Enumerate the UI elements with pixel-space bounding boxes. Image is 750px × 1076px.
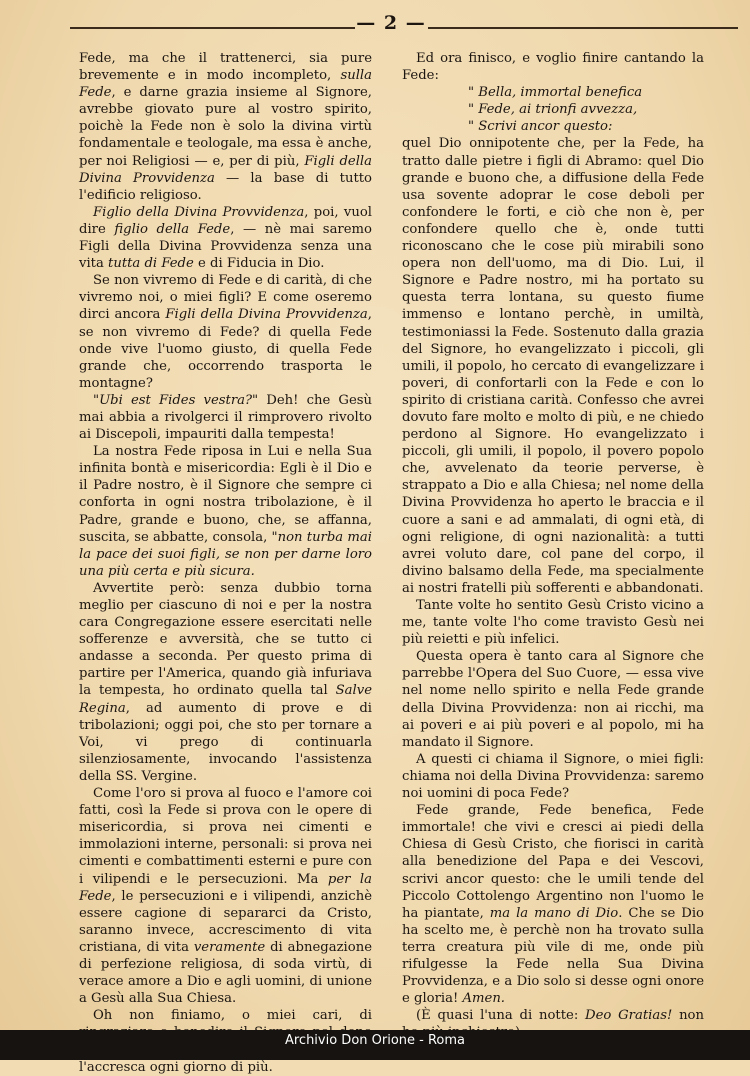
paragraph [402,135,704,597]
verse-line [402,101,704,118]
text-run: , ad aumento di prove e di tribolazioni; oggi poi, che sto per tornare a Voi, vi prego di continuarla silenziosamente, invocando l'assistenza della SS. Vergine. [79,700,372,784]
text-run: quel Dio onnipotente che, per la Fede, ha tratto dalle pietre i figli di Abramo: quel Dio grande e buono che, a diffusione della Fede usa sovente adoprar le cose deboli per confondere le forti, e ciò che non è, per confondere quello che è, onde tutti riconoscano che le cose più mirabili sono opera non dell'uomo, ma di Dio. Lui, il Signore e Padre nostro, mi ha portato su questa terra lontana, su questo fiume immenso e lontano perchè, in umiltà, testimoniassi la Fede. Sostenuto dalla grazia del Signore, ho evangelizzato i piccoli, gli umili, il popolo, ho cercato di evangelizzare i poveri, di confortarli con la Fede e con lo spirito di cristiana carità. Confesso che avrei dovuto fare molto e molto di più, e ne chiedo perdono al Signore. Ho evangelizzato i piccoli, gli umili, il popolo, il povero popolo che, avvelenato da teorie perverse, è strappato a Dio e alla Chiesa; nel nome della Divina Provvidenza ho aperto le braccia e il cuore a sani e ad ammalati, di ogni età, di ogni religione, di ogni nazionalità: a tutti avrei voluto dare, col pane del corpo, il divino balsamo della Fede, ma specialmente ai nostri fratelli più sofferenti e abbandonati. [402,136,704,596]
paragraph [402,802,704,1007]
paragraph [79,50,372,204]
text-column-left [79,50,372,1076]
paragraph [402,648,704,751]
text-run: Fede, ma che il trattenerci, sia pure brevemente e in modo incompleto, [79,51,372,84]
archive-footer: Archivio Don Orione - Roma [284,1033,466,1048]
text-column-right [402,50,704,1041]
text-run: Se non vivremo di Fede e di carità, di che vivremo noi, o miei figli? E come oseremo dirci ancora [79,273,372,323]
text-run: Come l'oro si prova al fuoco e l'amore coi fatti, così la Fede si prova con le opere di misericordia, si prova nei cimenti e immolazioni interne, personali: si prova nei cimenti e combattimenti esterni e pure con i vilipendi e le persecuzioni. Ma [79,786,372,887]
italic-text: Salve Regina [79,683,372,716]
paragraph [79,392,372,443]
text-run: Tante volte ho sentito Gesù Cristo vicino a me, tante volte l'ho come travisto Gesù nei più reietti e più infelici. [402,598,704,648]
text-run: (È quasi l'una di notte: [416,1008,586,1024]
italic-text: sulla Fede [79,68,372,101]
italic-text: ma la mano di Dio [489,905,619,921]
text-run: , le persecuzioni e i vilipendi, anzichè essere cagione di separarci da Cristo, saranno invece, accrescimento di vita cristiana, di vita [79,888,372,955]
text-run: " Fede, ai trionfi avvezza, [468,102,638,118]
text-run: Questa opera è tanto cara al Signore che parrebbe l'Opera del Suo Cuore, — essa vive nel nome nello spirito e nella Fede grande della Divina Provvidenza: non ai ricchi, ma ai poveri e ai più poveri e al popolo, mi ha mandato il Signore. [402,649,704,750]
paragraph [79,443,372,580]
text-run: , poi, vuol dire [79,204,372,237]
italic-text: figlio della Fede [114,221,231,237]
italic-text: "non turba mai la pace dei suoi figli, se non per darne loro una più certa e più sicura. [79,529,372,579]
italic-text: tutta di Fede [108,256,194,272]
paragraph [79,785,372,1007]
italic-text: Figli della Divina Provvidenza [79,153,372,186]
text-run: Oh non finiamo, o miei cari, di l'accresca ogni giorno di più. [79,1008,372,1075]
text-run: , e darne grazia insieme al Signore, avrebbe giovato pure al vostro spirito, poichè la Fede non è solo la divina virtù fondamentale e teologale, ma essa è anche, per noi Religiosi — e, per di più, [79,85,372,169]
text-run: La nostra Fede riposa in Lui e nella Sua infinita bontà e misericordia: Egli è il Dio e il Padre nostro, è il Signore che sempre ci conforta in ogni nostra tribolazione, è il Padre, grande e buono, che, se affanna, suscita, se abbatte, consola, [79,444,372,545]
italic-text: Amen. [462,991,506,1007]
text-run: di abnegazione di perfezione religiosa, di soda virtù, di verace amore a Dio e agli uomini, di unione a Gesù alla Sua Chiesa. [79,939,372,1007]
verse-line [402,84,704,101]
italic-text: Deo Gratias! [585,1008,673,1024]
italic-text: "Ubi est Fides vestra?" [93,392,259,408]
text-run: Deh! che Gesù mai abbia a rivolgerci il rimprovero rivolto ai Discepoli, impauriti dalla tempesta! [79,392,373,443]
text-run: Fede grande, Fede benefica, Fede immortale! che vivi e cresci ai piedi della Chiesa di Gesù Cristo, che fiorisci in carità alla benedizione del Papa e dei Vescovi, scrivi ancor questo: che le umili tende del Piccolo Cottolengo Argentino non l'uomo le ha piantate, [402,803,704,921]
italic-text: per la Fede [79,871,372,904]
text-run: " Scrivi ancor questo: [468,119,613,135]
text-run: Avvertite però: senza dubbio torna meglio per ciascuno di noi e per la nostra cara Congregazione essere esercitati nelle sofferenze e avversità, che se tutto ci andasse a seconda. Per questo prima di partire per l'America, quando già infuriava la tempesta, ho ordinato quella tal [79,580,372,699]
header-rule-right [428,27,738,29]
italic-text: Figlio della Divina Provvidenza [93,204,305,220]
text-run: " Bella, immortal benefica [468,85,643,101]
text-run: non [679,1008,704,1024]
text-run: , se non vivremo di Fede? di quella Fede onde vive l'uomo giusto, di quella Fede grande che, occorrendo trasporta le montagne? [79,307,372,391]
paragraph [402,751,704,802]
text-run: A questi ci chiama il Signore, o miei figli: chiama noi della Divina Provvidenza: saremo noi uomini di poca Fede? [402,751,704,802]
paragraph [402,50,704,84]
paragraph [79,204,372,272]
paragraph [402,597,704,648]
page-number: — 2 — [356,12,426,34]
text-run: e di Fiducia in Dio. [193,256,325,272]
text-run: . Che se Dio ha scelto me, è perchè non ha trovato sulla terra creatura più vile di me, onde più rifulgesse la Fede nella Sua Divina Provvidenza, e a Dio solo si desse ogni onore e gloria! [402,905,704,1007]
text-run: Ed ora finisco, e voglio finire cantando la Fede: [402,51,704,84]
paragraph [79,272,372,392]
paragraph [79,580,372,785]
text-run: , — nè mai saremo Figli della Divina Provvidenza senza una vita [79,221,372,272]
verse-line [402,118,704,135]
text-run: — la base di tutto l'edificio religioso. [79,170,372,203]
italic-text: veramente [193,939,266,955]
header-rule-left [70,27,355,29]
italic-text: Figli della Divina Provvidenza [165,307,368,323]
